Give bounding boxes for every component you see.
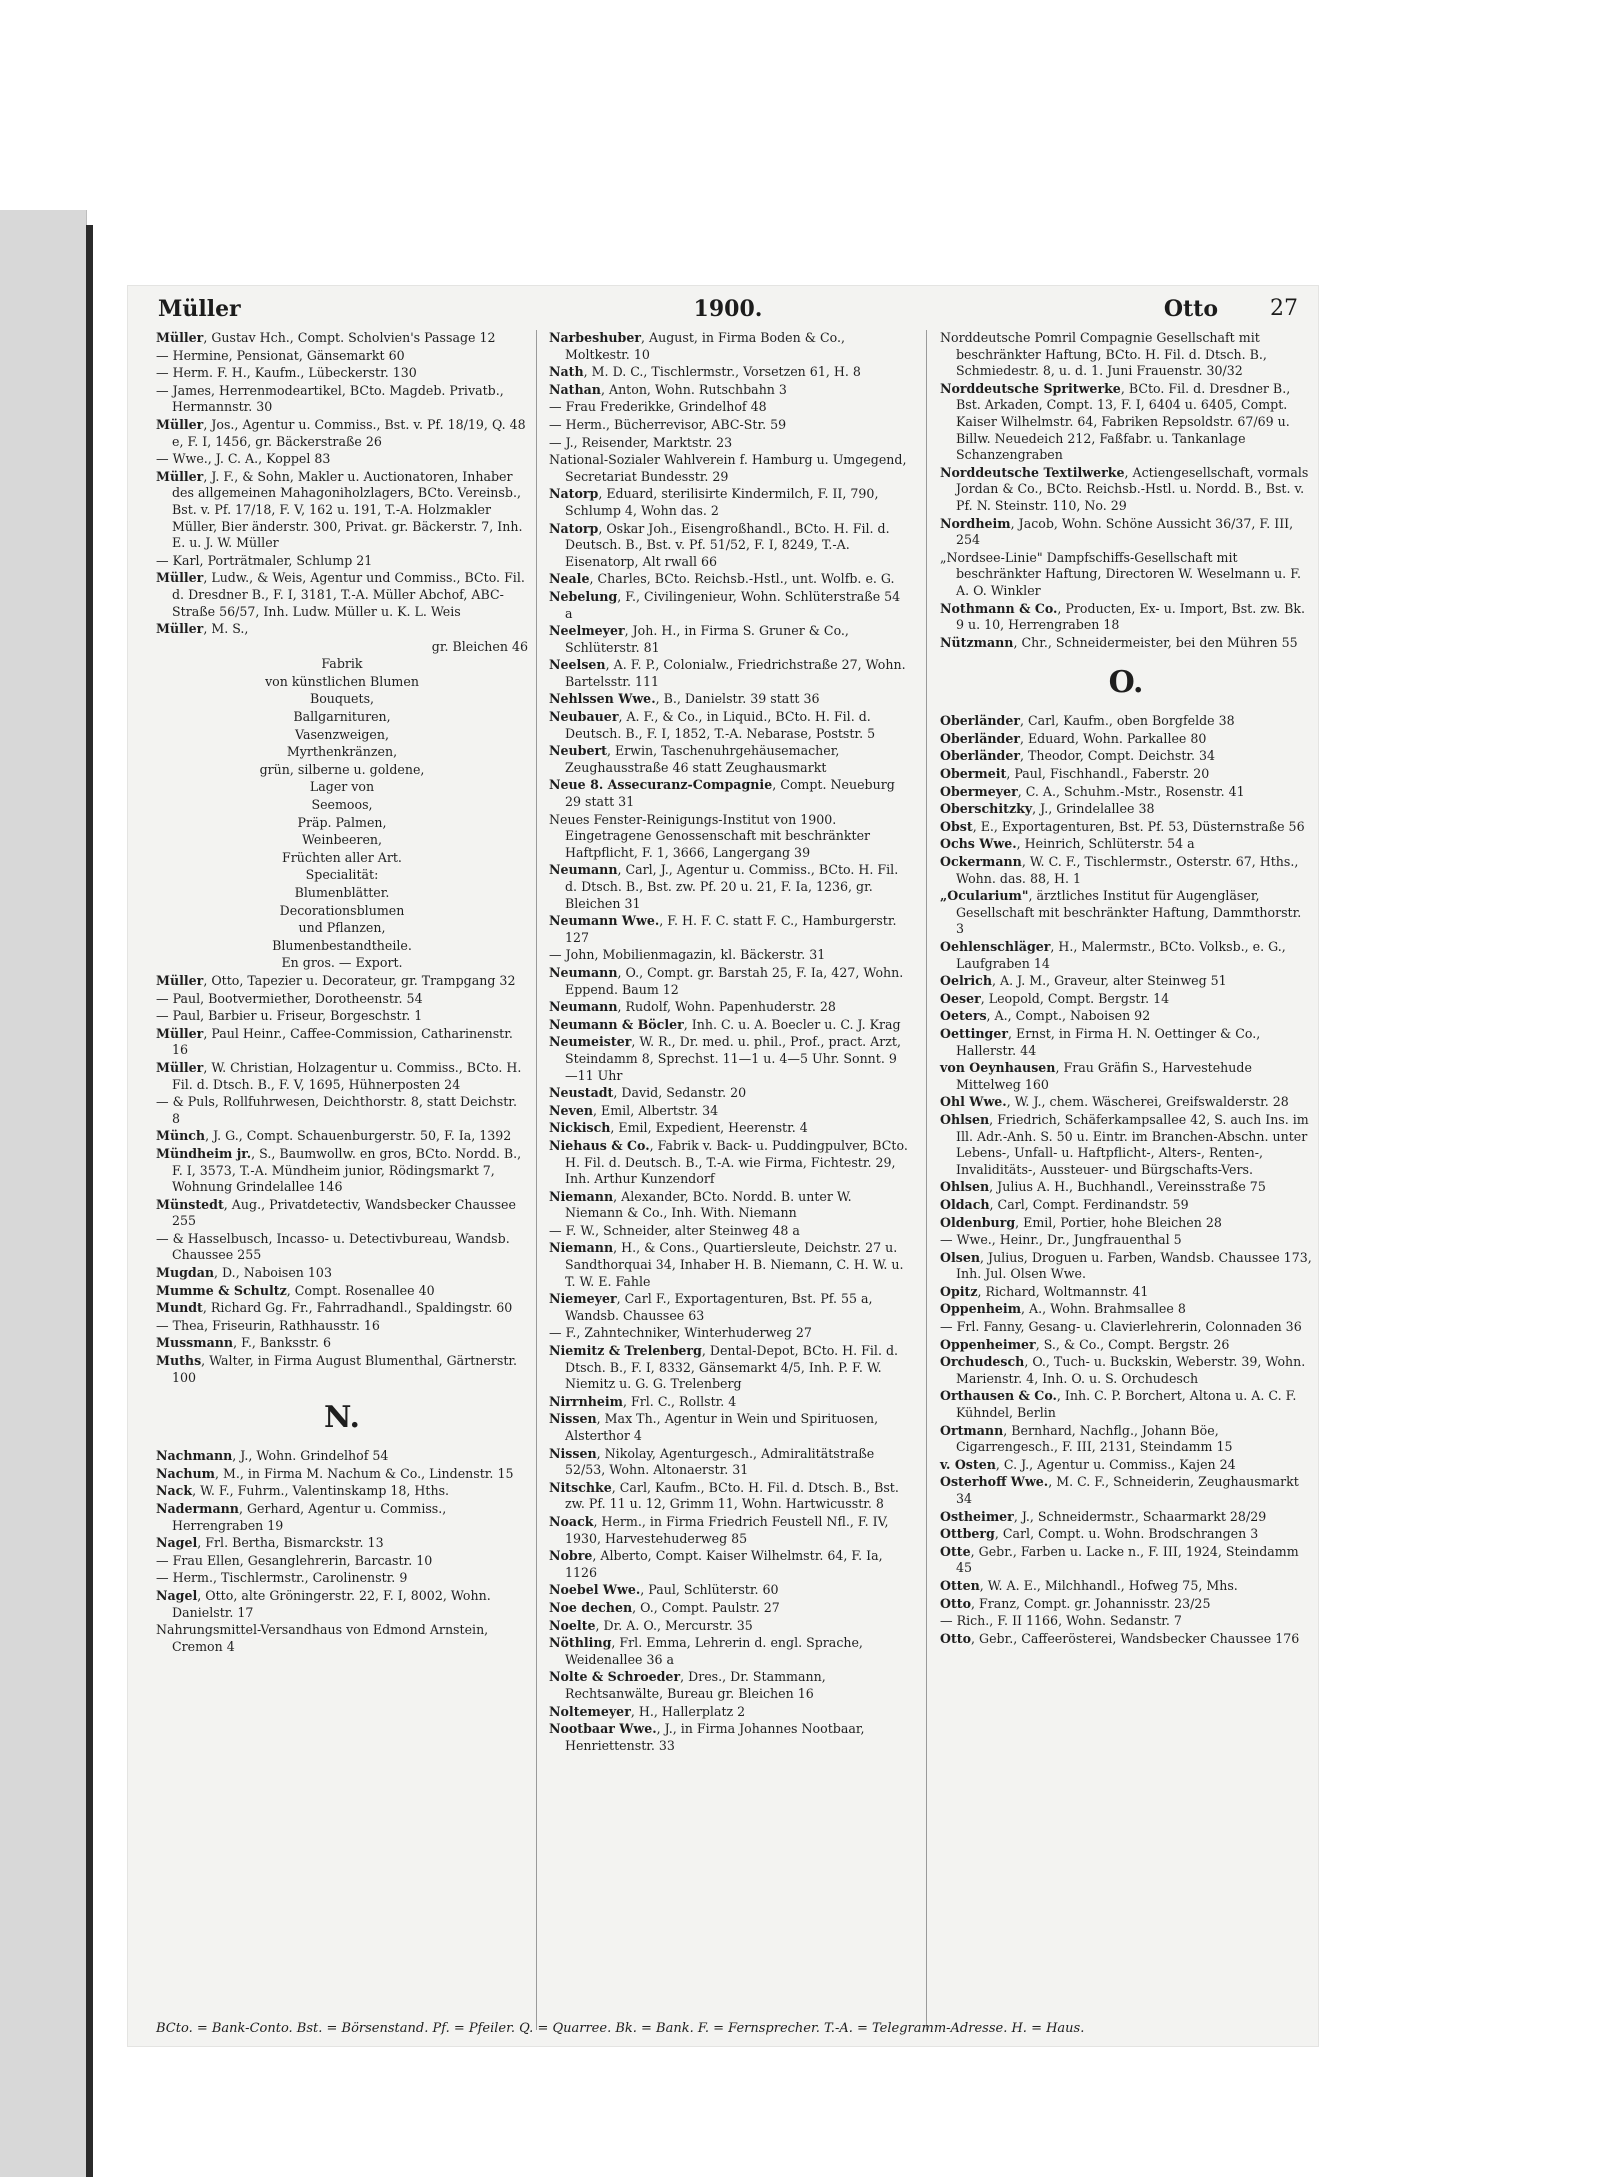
directory-entry: Neumann, Carl, J., Agentur u. Commiss., BCto. H. Fil. d. Dtsch. B., Bst. zw. Pf. 20 u. 21, F. Ia, 1236, gr. Bleichen 31 bbox=[549, 862, 899, 911]
directory-entry: — Wwe., J. C. A., Koppel 83 bbox=[156, 451, 331, 467]
directory-entry: Noebel Wwe., Paul, Schlüterstr. 60 bbox=[549, 1582, 779, 1598]
directory-entry: Neustadt, David, Sedanstr. 20 bbox=[549, 1085, 747, 1101]
directory-entry: Nachmann, J., Wohn. Grindelhof 54 bbox=[156, 1448, 389, 1464]
directory-entry: Natorp, Eduard, sterilisirte Kindermilch, F. II, 790, Schlump 4, Wohn das. 2 bbox=[549, 486, 879, 518]
directory-entry: Ballgarnituren, bbox=[293, 709, 391, 725]
directory-entry: Neelsen, A. F. P., Colonialw., Friedrichstraße 27, Wohn. Bartelsstr. 111 bbox=[549, 657, 906, 689]
directory-entry: Oldenburg, Emil, Portier, hohe Bleichen 28 bbox=[940, 1214, 1222, 1230]
directory-entry: — J., Reisender, Marktstr. 23 bbox=[549, 434, 733, 450]
directory-entry: Niemitz & Trelenberg, Dental-Depot, BCto. H. Fil. d. Dtsch. B., F. I, 8332, Gänsemarkt 4/5, Inh. P. F. W. Niemitz u. G. G. Trelenberg bbox=[549, 1343, 899, 1392]
directory-entry: Ostheimer, J., Schneidermstr., Schaarmarkt 28/29 bbox=[940, 1508, 1267, 1524]
directory-entry: Weinbeeren, bbox=[301, 832, 383, 848]
directory-entry: Nahrungsmittel-Versandhaus von Edmond Arnstein, Cremon 4 bbox=[156, 1622, 489, 1654]
directory-entry: — Paul, Barbier u. Friseur, Borgeschstr. 1 bbox=[156, 1008, 423, 1024]
directory-entry: Ohlsen, Friedrich, Schäferkampsallee 42, S. auch Ins. im Ill. Adr.-Anh. S. 50 u. Eintr. im Branchen-Abschn. unter Lebens-, Unfall- u. Haftpflicht-, Alters-, Renten-, Invaliditäts-, Aussteuer- und Bürgschafts-Vers. bbox=[940, 1111, 1309, 1177]
directory-entry: Nagel, Otto, alte Gröningerstr. 22, F. I, 8002, Wohn. Danielstr. 17 bbox=[156, 1587, 491, 1620]
directory-entry: Münstedt, Aug., Privatdetectiv, Wandsbecker Chaussee 255 bbox=[156, 1196, 516, 1229]
directory-entry: Nebelung, F., Civilingenieur, Wohn. Schlüterstraße 54 a bbox=[549, 588, 901, 621]
directory-entry: Obermeit, Paul, Fischhandl., Faberstr. 20 bbox=[940, 766, 1210, 782]
directory-entry: Opitz, Richard, Woltmannstr. 41 bbox=[940, 1283, 1149, 1299]
header-year: 1900. bbox=[693, 296, 763, 322]
directory-entry: — Frau Frederikke, Grindelhof 48 bbox=[549, 399, 767, 415]
directory-entry: Specialität: bbox=[305, 867, 379, 883]
directory-entry: Olsen, Julius, Droguen u. Farben, Wandsb. Chaussee 173, Inh. Jul. Olsen Wwe. bbox=[940, 1249, 1312, 1282]
directory-entry: — Hermine, Pensionat, Gänsemarkt 60 bbox=[156, 347, 405, 363]
book-binding-shadow bbox=[0, 210, 87, 2177]
directory-entry: Nöthling, Frl. Emma, Lehrerin d. engl. Sprache, Weidenallee 36 a bbox=[549, 1635, 863, 1667]
directory-entry: — Frl. Fanny, Gesang- u. Clavierlehrerin, Colonnaden 36 bbox=[940, 1319, 1302, 1335]
directory-entry: Mugdan, D., Naboisen 103 bbox=[156, 1265, 332, 1281]
directory-entry: Oeters, A., Compt., Naboisen 92 bbox=[940, 1008, 1151, 1024]
directory-entry: Nissen, Max Th., Agentur in Wein und Spirituosen, Alsterthor 4 bbox=[549, 1411, 879, 1443]
section-letter: N. bbox=[324, 1400, 360, 1436]
directory-entry: Orthausen & Co., Inh. C. P. Borchert, Altona u. A. C. F. Kühndel, Berlin bbox=[940, 1388, 1297, 1421]
directory-entry: Nath, M. D. C., Tischlermstr., Vorsetzen 61, H. 8 bbox=[549, 364, 861, 380]
directory-entry: Muths, Walter, in Firma August Blumenthal, Gärtnerstr. 100 bbox=[156, 1353, 518, 1385]
directory-entry: Noe dechen, O., Compt. Paulstr. 27 bbox=[549, 1599, 780, 1615]
directory-entry: Müller, Jos., Agentur u. Commiss., Bst. v. Pf. 18/19, Q. 48 e, F. I, 1456, gr. Bäckerstraße 26 bbox=[156, 416, 526, 449]
section-letter: O. bbox=[1108, 665, 1144, 701]
directory-entry: Myrthenkränzen, bbox=[286, 744, 398, 760]
directory-entry: National-Sozialer Wahlverein f. Hamburg u. Umgegend, Secretariat Bundesstr. 29 bbox=[549, 452, 907, 484]
directory-entry: — Frau Ellen, Gesanglehrerin, Barcastr. 10 bbox=[156, 1552, 433, 1568]
directory-entry: Nadermann, Gerhard, Agentur u. Commiss., Herrengraben 19 bbox=[156, 1501, 447, 1533]
directory-column-2 bbox=[549, 330, 909, 1755]
directory-entry: Oberschitzky, J., Grindelallee 38 bbox=[940, 801, 1155, 817]
directory-entry: Vasenzweigen, bbox=[295, 726, 389, 742]
directory-entry: Oettinger, Ernst, in Firma H. N. Oettinger & Co., Hallerstr. 44 bbox=[940, 1025, 1261, 1058]
directory-entry: gr. Bleichen 46 bbox=[431, 638, 528, 654]
directory-entry: Ochs Wwe., Heinrich, Schlüterstr. 54 a bbox=[940, 836, 1195, 852]
directory-entry: Müller, Otto, Tapezier u. Decorateur, gr. Trampgang 32 bbox=[156, 972, 516, 988]
directory-entry: Obermeyer, C. A., Schuhm.-Mstr., Rosenstr. 41 bbox=[940, 783, 1245, 799]
directory-entry: Narbeshuber, August, in Firma Boden & Co., Moltkestr. 10 bbox=[549, 330, 845, 362]
directory-entry: — Herm., Bücherrevisor, ABC-Str. 59 bbox=[549, 416, 787, 432]
directory-entry: Lager von bbox=[309, 779, 375, 795]
directory-entry: En gros. — Export. bbox=[281, 955, 403, 971]
directory-entry: Früchten aller Art. bbox=[282, 849, 402, 865]
directory-entry: Müller, Paul Heinr., Caffee-Commission, Catharinenstr. 16 bbox=[156, 1025, 513, 1058]
column-divider bbox=[926, 330, 927, 2030]
directory-entry: — Rich., F. II 1166, Wohn. Sedanstr. 7 bbox=[940, 1613, 1182, 1629]
directory-entry: Noack, Herm., in Firma Friedrich Feustell Nfl., F. IV, 1930, Harvestehuderweg 85 bbox=[549, 1513, 889, 1546]
directory-entry: Neubert, Erwin, Taschenuhrgehäusemacher, Zeughausstraße 46 statt Zeughausmarkt bbox=[549, 743, 840, 775]
directory-entry: Oberländer, Carl, Kaufm., oben Borgfelde 38 bbox=[940, 713, 1235, 729]
directory-entry: — & Puls, Rollfuhrwesen, Deichthorstr. 8, statt Deichstr. 8 bbox=[156, 1094, 517, 1126]
directory-entry: Niemeyer, Carl F., Exportagenturen, Bst. Pf. 55 a, Wandsb. Chaussee 63 bbox=[549, 1291, 873, 1323]
directory-entry: von Oeynhausen, Frau Gräfin S., Harvestehude Mittelweg 160 bbox=[940, 1060, 1252, 1092]
directory-entry: Obst, E., Exportagenturen, Bst. Pf. 53, Düsternstraße 56 bbox=[940, 818, 1305, 834]
directory-entry: Otte, Gebr., Farben u. Lacke n., F. III, 1924, Steindamm 45 bbox=[940, 1543, 1299, 1576]
directory-entry: Neues Fenster-Reinigungs-Institut von 1900. Eingetragene Genossenschaft mit beschränkter Haftpflicht, F. 1, 3666, Langergang 39 bbox=[549, 811, 871, 860]
directory-entry: Otto, Gebr., Caffeerösterei, Wandsbecker Chaussee 176 bbox=[940, 1630, 1300, 1646]
directory-entry: Neumann Wwe., F. H. F. C. statt F. C., Hamburgerstr. 127 bbox=[549, 913, 897, 945]
directory-entry: Nickisch, Emil, Expedient, Heerenstr. 4 bbox=[549, 1120, 808, 1136]
directory-entry: Oberländer, Eduard, Wohn. Parkallee 80 bbox=[940, 730, 1207, 746]
directory-entry: Nathan, Anton, Wohn. Rutschbahn 3 bbox=[549, 381, 787, 397]
directory-entry: Neumann & Böcler, Inh. C. u. A. Boecler u. C. J. Krag bbox=[549, 1016, 901, 1032]
directory-entry: Mundt, Richard Gg. Fr., Fahrradhandl., Spaldingstr. 60 bbox=[156, 1300, 513, 1316]
directory-entry: — Paul, Bootvermiether, Dorotheenstr. 54 bbox=[156, 990, 423, 1006]
directory-entry: Decorationsblumen bbox=[279, 902, 405, 918]
directory-entry: Nobre, Alberto, Compt. Kaiser Wilhelmstr. 64, F. Ia, 1126 bbox=[549, 1548, 883, 1580]
directory-entry: Fabrik bbox=[321, 656, 363, 672]
directory-entry: „Nordsee-Linie" Dampfschiffs-Gesellschaft mit beschränkter Haftung, Directoren W. Weselmann u. F. A. O. Winkler bbox=[940, 549, 1301, 598]
directory-entry: Oberländer, Theodor, Compt. Deichstr. 34 bbox=[940, 748, 1216, 764]
directory-entry: Nordheim, Jacob, Wohn. Schöne Aussicht 36/37, F. III, 254 bbox=[940, 515, 1294, 548]
directory-entry: Ortmann, Bernhard, Nachflg., Johann Böe, Cigarrengesch., F. III, 2131, Steindamm 15 bbox=[940, 1422, 1233, 1455]
directory-entry: Noltemeyer, H., Hallerplatz 2 bbox=[549, 1703, 746, 1719]
directory-entry: von künstlichen Blumen bbox=[265, 673, 419, 689]
directory-column-1 bbox=[156, 330, 528, 1656]
directory-entry: Müller, Ludw., & Weis, Agentur und Commiss., BCto. Fil. d. Dresdner B., F. I, 3181, T.-A. Müller Abchof, ABC-Straße 56/57, Inh. Ludw. Müller u. K. L. Weis bbox=[156, 570, 525, 619]
directory-entry: Nagel, Frl. Bertha, Bismarckstr. 13 bbox=[156, 1535, 384, 1551]
page-gutter-edge bbox=[86, 225, 93, 2177]
abbreviation-legend: BCto. = Bank-Conto. Bst. = Börsenstand. Pf. = Pfeiler. Q. = Quarree. Bk. = Bank. F. = Fernsprecher. T.-A. = Telegramm-Adresse. H. = Haus. bbox=[156, 2021, 1085, 2036]
directory-entry: und Pflanzen, bbox=[298, 920, 386, 936]
directory-entry: Neelmeyer, Joh. H., in Firma S. Gruner & Co., Schlüterstr. 81 bbox=[549, 623, 849, 655]
directory-entry: Oldach, Carl, Compt. Ferdinandstr. 59 bbox=[940, 1196, 1189, 1212]
directory-entry: „Ocularium", ärztliches Institut für Augengläser, Gesellschaft mit beschränkter Haftung, Dammthorstr. 3 bbox=[940, 888, 1302, 937]
directory-entry: Orchudesch, O., Tuch- u. Buckskin, Weberstr. 39, Wohn. Marienstr. 4, Inh. O. u. S. Orchudesch bbox=[940, 1354, 1306, 1386]
directory-column-3 bbox=[940, 330, 1312, 1648]
directory-entry: — Wwe., Heinr., Dr., Jungfrauenthal 5 bbox=[940, 1232, 1182, 1248]
directory-entry: Präp. Palmen, bbox=[297, 814, 387, 830]
directory-entry: Oehlenschläger, H., Malermstr., BCto. Volksb., e. G., Laufgraben 14 bbox=[940, 939, 1286, 971]
directory-entry: Ottberg, Carl, Compt. u. Wohn. Brodschrangen 3 bbox=[940, 1526, 1259, 1542]
directory-entry: Müller, M. S., bbox=[156, 621, 249, 637]
directory-entry: Neumann, Rudolf, Wohn. Papenhuderstr. 28 bbox=[549, 999, 836, 1015]
directory-entry: Nootbaar Wwe., J., in Firma Johannes Nootbaar, Henriettenstr. 33 bbox=[549, 1721, 865, 1753]
directory-entry: Münch, J. G., Compt. Schauenburgerstr. 50, F. Ia, 1392 bbox=[156, 1128, 512, 1144]
directory-entry: Nissen, Nikolay, Agenturgesch., Admiralitätstraße 52/53, Wohn. Altonaerstr. 31 bbox=[549, 1445, 875, 1478]
directory-entry: — F. W., Schneider, alter Steinweg 48 a bbox=[549, 1222, 800, 1238]
directory-entry: Oppenheimer, S., & Co., Compt. Bergstr. 26 bbox=[940, 1336, 1230, 1352]
directory-entry: Nack, W. F., Fuhrm., Valentinskamp 18, Hths. bbox=[156, 1483, 450, 1499]
directory-entry: Blumenbestandtheile. bbox=[272, 937, 412, 953]
directory-entry: — Karl, Porträtmaler, Schlump 21 bbox=[156, 552, 373, 568]
directory-page bbox=[128, 286, 1318, 2046]
directory-entry: Mündheim jr., S., Baumwollw. en gros, BCto. Nordd. B., F. I, 3573, T.-A. Mündheim junior, Rödingsmarkt 7, Wohnung Grindelallee 146 bbox=[156, 1145, 522, 1195]
directory-entry: — Thea, Friseurin, Rathhausstr. 16 bbox=[156, 1317, 380, 1333]
directory-entry: Neven, Emil, Albertstr. 34 bbox=[549, 1102, 719, 1118]
directory-entry: Ohl Wwe., W. J., chem. Wäscherei, Greifswalderstr. 28 bbox=[940, 1094, 1289, 1110]
directory-entry: Noelte, Dr. A. O., Mercurstr. 35 bbox=[549, 1617, 753, 1633]
directory-entry: Neumann, O., Compt. gr. Barstah 25, F. Ia, 427, Wohn. Eppend. Baum 12 bbox=[549, 964, 904, 997]
directory-entry: — John, Mobilienmagazin, kl. Bäckerstr. 31 bbox=[549, 947, 826, 963]
directory-entry: Ohlsen, Julius A. H., Buchhandl., Vereinsstraße 75 bbox=[940, 1179, 1266, 1195]
directory-entry: Nitschke, Carl, Kaufm., BCto. H. Fil. d. Dtsch. B., Bst. zw. Pf. 11 u. 12, Grimm 11, Wohn. Hartwicusstr. 8 bbox=[549, 1479, 899, 1512]
directory-entry: Müller, J. F., & Sohn, Makler u. Auctionatoren, Inhaber des allgemeinen Mahagoniholzlagers, BCto. Vereinsb., Bst. v. Pf. 17/18, F. V, 162 u. 191, T.-A. Holzmakler Müller, Bier änderstr. 300, Privat. gr. Bäckerstr. 7, Inh. E. u. J. W. Müller bbox=[156, 468, 523, 551]
directory-entry: Oeser, Leopold, Compt. Bergstr. 14 bbox=[940, 990, 1170, 1006]
page-header bbox=[158, 296, 1298, 326]
directory-entry: Blumenblätter. bbox=[294, 885, 390, 900]
directory-entry: Oppenheim, A., Wohn. Brahmsallee 8 bbox=[940, 1301, 1186, 1317]
directory-entry: Neue 8. Assecuranz-Compagnie, Compt. Neueburg 29 statt 31 bbox=[549, 777, 895, 810]
directory-entry: Nützmann, Chr., Schneidermeister, bei den Mühren 55 bbox=[940, 634, 1298, 650]
header-left-catchword: Müller bbox=[158, 296, 241, 322]
directory-entry: Natorp, Oskar Joh., Eisengroßhandl., BCto. H. Fil. d. Deutsch. B., Bst. v. Pf. 51/52, F. I, 8249, T.-A. Eisenatorp, Alt rwall 66 bbox=[549, 520, 890, 569]
directory-entry: v. Osten, C. J., Agentur u. Commiss., Kajen 24 bbox=[940, 1456, 1236, 1472]
directory-entry: — F., Zahntechniker, Winterhuderweg 27 bbox=[549, 1325, 812, 1341]
directory-entry: Nachum, M., in Firma M. Nachum & Co., Lindenstr. 15 bbox=[156, 1465, 514, 1481]
directory-entry: Norddeutsche Spritwerke, BCto. Fil. d. Dresdner B., Bst. Arkaden, Compt. 13, F. I, 6404 u. 6405, Compt. Kaiser Wilhelmstr. 64, Fabriken Repsoldstr. 67/69 u. Billw. Neuedeich 212, Faßfabr. u. Tankanlage Schanzengraben bbox=[940, 380, 1291, 463]
header-right-catchword: Otto bbox=[1163, 296, 1218, 322]
directory-entry: Otto, Franz, Compt. gr. Johannisstr. 23/25 bbox=[940, 1595, 1211, 1611]
directory-entry: Nehlssen Wwe., B., Danielstr. 39 statt 36 bbox=[549, 691, 820, 707]
directory-entry: Ockermann, W. C. F., Tischlermstr., Osterstr. 67, Hths., Wohn. das. 88, H. 1 bbox=[940, 854, 1299, 886]
directory-entry: Niehaus & Co., Fabrik v. Back- u. Puddingpulver, BCto. H. Fil. d. Deutsch. B., T.-A. wie Firma, Fichtestr. 29, Inh. Arthur Kunzendorf bbox=[549, 1137, 908, 1187]
directory-entry: Bouquets, bbox=[309, 691, 375, 707]
directory-entry: grün, silberne u. goldene, bbox=[259, 761, 425, 777]
directory-entry: — & Hasselbusch, Incasso- u. Detectivbureau, Wandsb. Chaussee 255 bbox=[156, 1230, 510, 1263]
directory-entry: Neumeister, W. R., Dr. med. u. phil., Prof., pract. Arzt, Steindamm 8, Sprechst. 11—1 u. 4—5 Uhr. Sonnt. 9—11 Uhr bbox=[549, 1034, 901, 1083]
directory-entry: Niemann, Alexander, BCto. Nordd. B. unter W. Niemann & Co., Inh. With. Niemann bbox=[549, 1188, 852, 1221]
directory-entry: Neubauer, A. F., & Co., in Liquid., BCto. H. Fil. d. Deutsch. B., F. I, 1852, T.-A. Nebarase, Poststr. 5 bbox=[549, 709, 876, 741]
directory-entry: Neale, Charles, BCto. Reichsb.-Hstl., unt. Wolfb. e. G. bbox=[549, 571, 895, 587]
directory-entry: — Herm., Tischlermstr., Carolinenstr. 9 bbox=[156, 1570, 408, 1586]
directory-entry: Müller, W. Christian, Holzagentur u. Commiss., BCto. H. Fil. d. Dtsch. B., F. V, 1695, Hühnerposten 24 bbox=[156, 1059, 522, 1092]
directory-entry: Nothmann & Co., Producten, Ex- u. Import, Bst. zw. Bk. 9 u. 10, Herrengraben 18 bbox=[940, 600, 1306, 633]
directory-entry: Seemoos, bbox=[311, 797, 373, 813]
directory-entry: Nolte & Schroeder, Dres., Dr. Stammann, Rechtsanwälte, Bureau gr. Bleichen 16 bbox=[549, 1669, 826, 1701]
directory-entry: Nirrnheim, Frl. C., Rollstr. 4 bbox=[549, 1393, 737, 1409]
directory-entry: Osterhoff Wwe., M. C. F., Schneiderin, Zeughausmarkt 34 bbox=[940, 1474, 1299, 1506]
directory-entry: Norddeutsche Pomril Compagnie Gesellschaft mit beschränkter Haftung, BCto. H. Fil. d. Dtsch. B., Schmiedestr. 8, u. d. 1. Juni Frauenstr. 30/32 bbox=[940, 330, 1267, 379]
directory-entry: Otten, W. A. E., Milchhandl., Hofweg 75, Mhs. bbox=[940, 1577, 1238, 1593]
directory-entry: Mussmann, F., Banksstr. 6 bbox=[156, 1335, 332, 1351]
page-number: 27 bbox=[1270, 296, 1298, 321]
directory-entry: Mumme & Schultz, Compt. Rosenallee 40 bbox=[156, 1282, 435, 1298]
directory-entry: Niemann, H., & Cons., Quartiersleute, Deichstr. 27 u. Sandthorquai 34, Inhaber H. B. Niemann, C. H. W. u. T. W. E. Fahle bbox=[549, 1240, 904, 1289]
column-divider bbox=[536, 330, 537, 2030]
directory-entry: — James, Herrenmodeartikel, BCto. Magdeb. Privatb., Hermannstr. 30 bbox=[156, 382, 504, 415]
directory-entry: Oelrich, A. J. M., Graveur, alter Steinweg 51 bbox=[940, 973, 1227, 989]
directory-entry: — Herm. F. H., Kaufm., Lübeckerstr. 130 bbox=[156, 365, 417, 381]
directory-entry: Norddeutsche Textilwerke, Actiengesellschaft, vormals Jordan & Co., BCto. Reichsb.-Hstl. u. Nordd. B., Bst. v. Pf. N. Steinstr. 110, No. 29 bbox=[940, 464, 1309, 513]
directory-entry: Müller, Gustav Hch., Compt. Scholvien's Passage 12 bbox=[156, 330, 496, 345]
